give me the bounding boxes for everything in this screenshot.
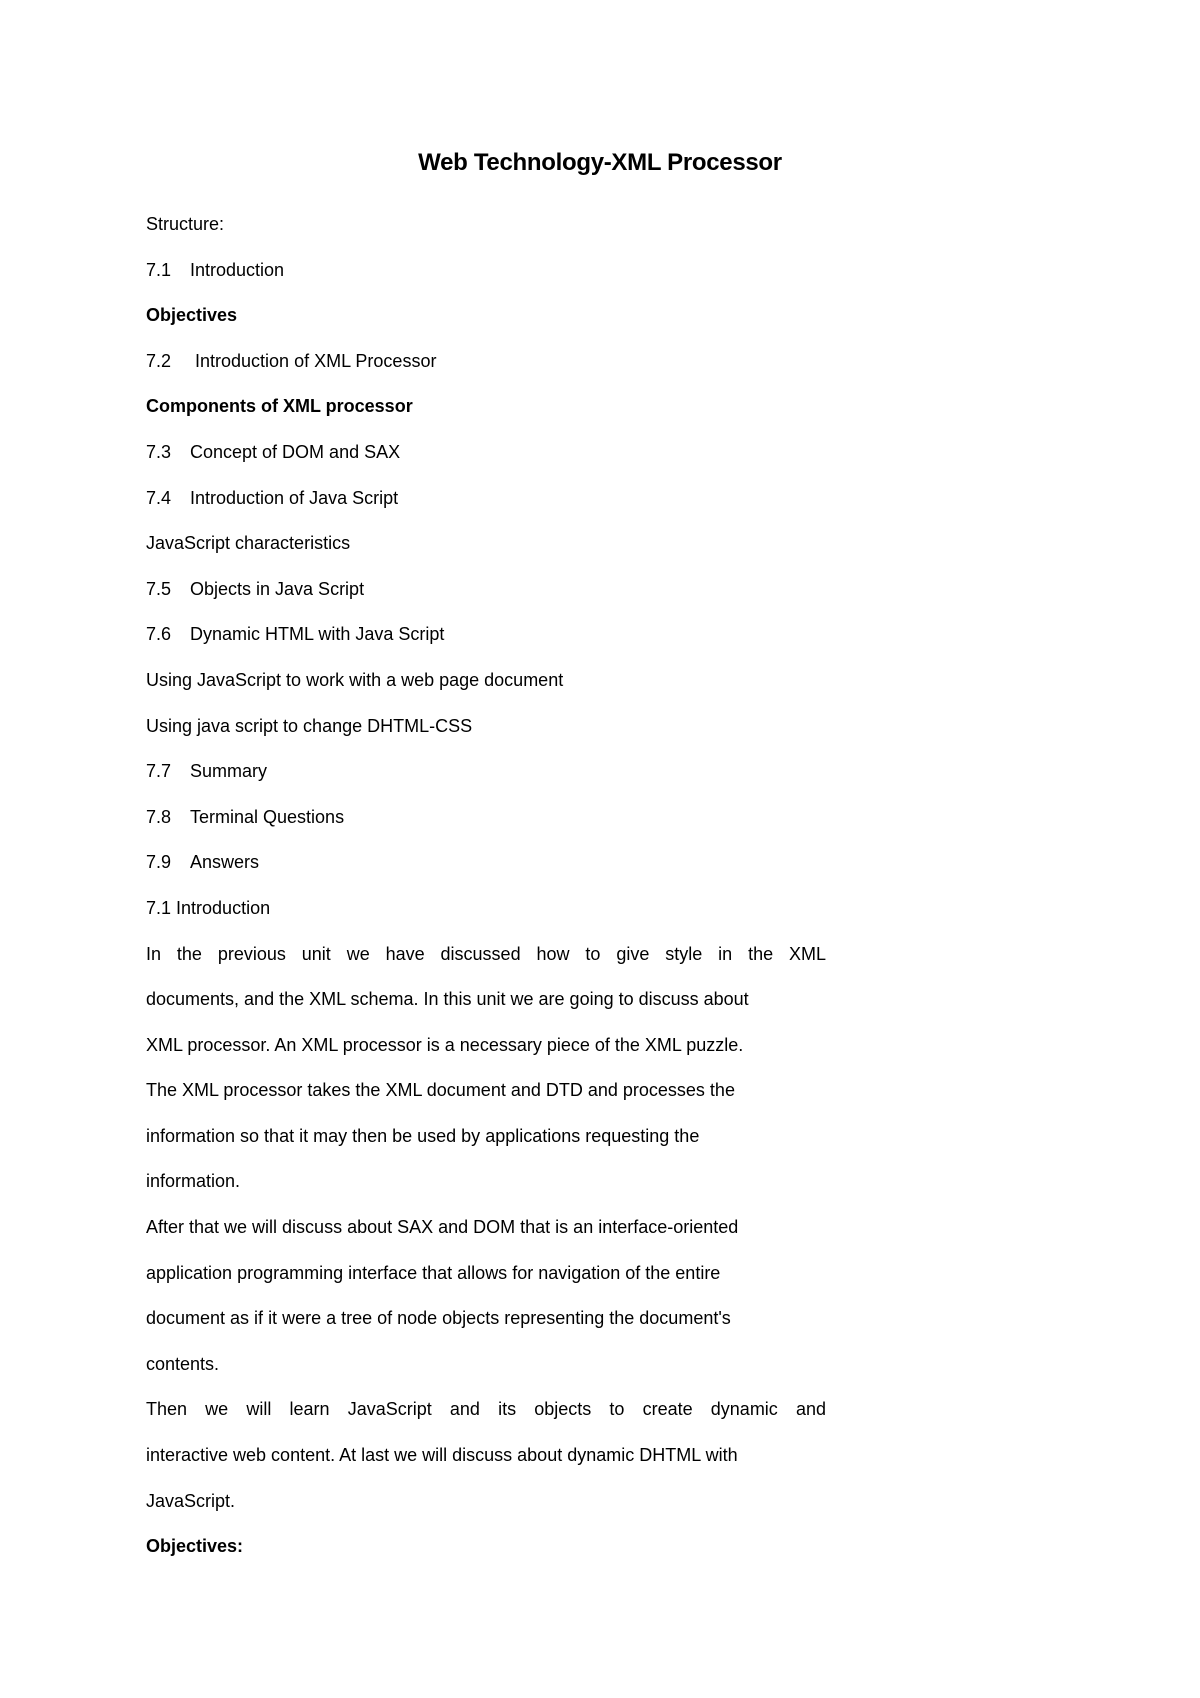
paragraph-line: documents, and the XML schema. In this unit we are going to discuss about [146,989,749,1010]
toc-text: Summary [190,761,268,782]
table-of-contents [146,248,826,886]
toc-item [146,567,826,613]
toc-number: 7.9 [146,852,172,873]
toc-number: 7.2 [146,350,172,371]
toc-text: Objects in Java Script [190,578,365,599]
toc-text: Introduction [190,259,285,280]
toc-text: Using JavaScript to work with a web page document [146,669,564,690]
objectives-heading: Objectives: [146,1536,244,1557]
paragraph-line: application programming interface that allows for navigation of the entire [146,1262,721,1283]
toc-text: Dynamic HTML with Java Script [190,624,445,645]
toc-item [146,476,826,522]
toc-number: 7.8 [146,806,172,827]
toc-item [146,704,826,750]
document-title: Web Technology-XML Processor [418,149,782,176]
toc-number: 7.3 [146,441,172,462]
paragraph-line: After that we will discuss about SAX and DOM that is an interface-oriented [146,1217,739,1238]
paragraph-line: interactive web content. At last we will discuss about dynamic DHTML with [146,1445,738,1466]
toc-item [146,840,826,886]
toc-item [146,430,826,476]
toc-text: Concept of DOM and SAX [190,441,401,462]
toc-item [146,384,826,430]
toc-item [146,339,826,385]
paragraph-line: The XML processor takes the XML document and DTD and processes the [146,1080,735,1101]
toc-item [146,658,826,704]
toc-number: 7.4 [146,487,172,508]
toc-text: Components of XML processor [146,396,413,417]
sax-dom-paragraph [146,1205,826,1387]
toc-number: 7.1 [146,259,172,280]
paragraph-line: Then we will learn JavaScript and its objects to create dynamic and [146,1399,826,1420]
paragraph-line: contents. [146,1353,220,1374]
toc-text: Introduction of XML Processor [190,350,437,371]
paragraph-line: JavaScript. [146,1490,236,1511]
document-body [146,202,826,1570]
toc-text: Answers [190,852,260,873]
paragraph-line: information so that it may then be used by applications requesting the [146,1125,700,1146]
toc-item [146,749,826,795]
toc-text: Terminal Questions [190,806,345,827]
paragraph-line: document as if it were a tree of node objects representing the document's [146,1308,731,1329]
structure-label: Structure: [146,214,225,234]
javascript-paragraph [146,1387,826,1524]
toc-number: 7.5 [146,578,172,599]
paragraph-line: XML processor. An XML processor is a necessary piece of the XML puzzle. [146,1034,744,1055]
toc-text: Using java script to change DHTML-CSS [146,715,473,736]
toc-item [146,521,826,567]
toc-item [146,795,826,841]
intro-paragraph [146,932,826,1206]
toc-number: 7.6 [146,624,172,645]
toc-text: JavaScript characteristics [146,533,351,554]
paragraph-line: In the previous unit we have discussed how to give style in the XML [146,943,826,964]
paragraph-line: information. [146,1171,241,1192]
section-heading: 7.1 Introduction [146,897,271,918]
toc-text: Objectives [146,305,238,326]
toc-item [146,248,826,294]
toc-text: Introduction of Java Script [190,487,399,508]
toc-item [146,293,826,339]
toc-item [146,612,826,658]
toc-number: 7.7 [146,761,172,782]
